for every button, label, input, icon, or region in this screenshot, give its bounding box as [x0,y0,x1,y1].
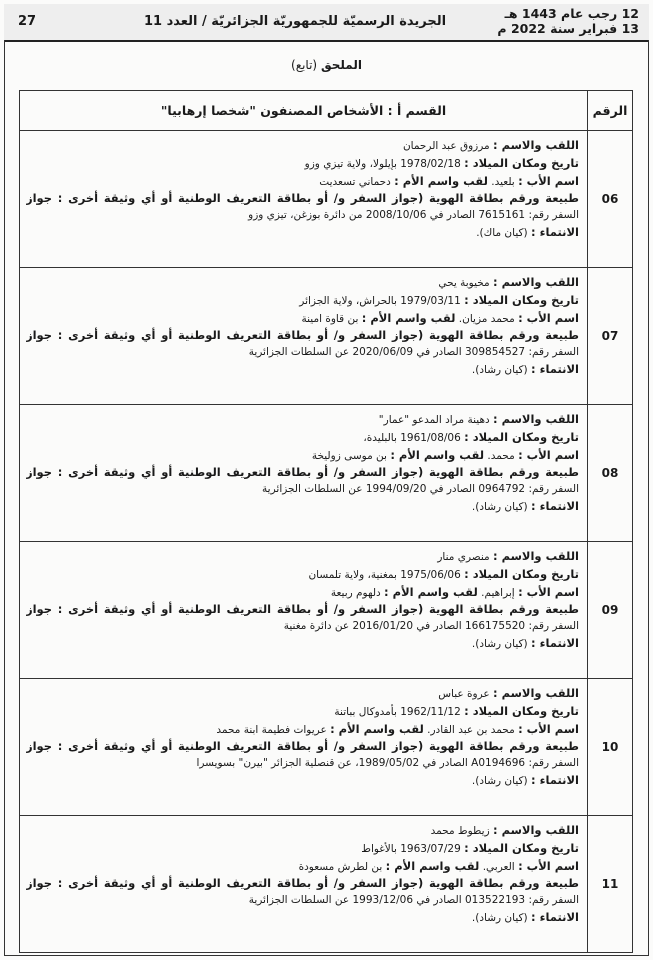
name-label: اللقب والاسم : [493,686,579,700]
entry-details [20,268,588,405]
parents-line [26,447,579,465]
father-label: اسم الأب : [518,584,579,599]
father-name: محمد. [487,449,515,462]
birth-label: تاريخ ومكان الميلاد : [464,566,579,581]
parents-line [26,173,579,191]
father-label: اسم الأب : [518,721,579,736]
birth-date-place: 1963/07/29 بالأغواط [361,842,461,855]
person-name: عروة عباس [438,688,490,700]
column-header-number: الرقم [588,91,633,131]
mother-label: لقب واسم الأم : [385,858,480,873]
affiliation-line [26,635,579,653]
parents-line [26,858,579,876]
name-label: اللقب والاسم : [493,823,579,837]
date-gregorian: 13 فبراير سنة 2022 م [497,21,639,36]
father-name: العربي. [482,860,515,873]
affiliation-value: (كيان رشاد). [471,774,528,787]
mother-name: دلهوم ربيعة [330,586,381,599]
mother-label: لقب واسم الأم : [394,173,488,188]
affiliation-line [26,361,579,379]
header-date [497,6,639,36]
person-name: دهينة مراد المدعو "عمار" [378,414,490,426]
entry-details [20,131,588,268]
entry-number: 11 [588,816,633,953]
table-row [20,131,633,268]
birth-line [26,840,579,858]
father-label: اسم الأب : [518,858,579,873]
father-name: إبراهيم. [481,586,515,599]
annex-continued: (تابع) [291,58,318,72]
passport-details: السفر رقم: 7615161 الصادر في 2008/10/06 من دائرة بوزغن، تيزي وزو [248,209,579,222]
table-row [20,405,633,542]
affiliation-line [26,909,579,927]
mother-label: لقب واسم الأم : [390,447,485,462]
passport-details: السفر رقم: 309854527 الصادر في 2020/06/09 عن السلطات الجزائرية [248,346,579,359]
entry-details [20,679,588,816]
name-label: اللقب والاسم : [493,138,579,152]
name-line [26,274,579,292]
affiliation-line [26,772,579,790]
entry-details [20,542,588,679]
entry-number: 10 [588,679,633,816]
birth-label: تاريخ ومكان الميلاد : [464,155,579,170]
mother-name: دحماني تسعديت [319,175,391,188]
content-frame [4,40,649,956]
affiliation-label: الانتماء : [530,635,579,650]
id-doc-label: طبيعة ورقم بطاقة الهوية (جواز السفر و/ أو بطاقة التعريف الوطنية أو أي وثيقة أخرى : جواز [26,739,579,754]
affiliation-label: الانتماء : [530,361,579,376]
affiliation-label: الانتماء : [530,909,579,924]
birth-date-place: 1962/11/12 بأمدوكال بباتنة [334,705,461,718]
passport-details: السفر رقم: 0964792 الصادر في 1994/09/20 عن السلطات الجزائرية [262,483,579,496]
birth-date-place: 1979/03/11 بالحراش، ولاية الجزائر [299,294,461,307]
passport-details: السفر رقم: 013522193 الصادر في 1993/12/06 عن السلطات الجزائرية [248,894,579,907]
father-name: بلعيد. [491,175,515,188]
father-name: محمد مزيان. [458,312,515,325]
affiliation-value: (كيان رشاد). [471,363,528,376]
affiliation-label: الانتماء : [530,772,579,787]
table-row [20,542,633,679]
annex-label: الملحق [320,58,362,72]
birth-label: تاريخ ومكان الميلاد : [464,840,579,855]
table-row [20,816,633,953]
parents-line [26,721,579,739]
name-line [26,822,579,840]
father-label: اسم الأب : [518,310,579,325]
name-line [26,548,579,566]
mother-name: بن موسى زوليخة [311,449,387,462]
date-hijri: 12 رجب عام 1443 هـ [504,6,639,21]
person-name: مخيوبة يحي [438,277,490,289]
affiliation-value: (كيان رشاد). [471,911,528,924]
parents-line [26,584,579,602]
id-doc-label: طبيعة ورقم بطاقة الهوية (جواز السفر و/ أو بطاقة التعريف الوطنية أو أي وثيقة أخرى : جواز [26,876,579,891]
page-number: 27 [18,14,37,29]
affiliation-line [26,224,579,242]
entry-details [20,405,588,542]
birth-line [26,703,579,721]
entry-number: 06 [588,131,633,268]
person-name: منصري منار [437,551,490,563]
birth-date-place: 1961/08/06 بالبليدة، [363,431,461,444]
page-header [4,4,649,42]
parents-line [26,310,579,328]
birth-label: تاريخ ومكان الميلاد : [464,429,579,444]
journal-title: الجريدة الرسميّة للجمهوريّة الجزائريّة / العدد 11 [144,14,447,29]
name-label: اللقب والاسم : [493,275,579,289]
entry-number: 07 [588,268,633,405]
table-row [20,679,633,816]
passport-details: السفر رقم: 166175520 الصادر في 2016/01/20 عن دائرة مغنية [283,620,579,633]
column-header-section: القسم أ : الأشخاص المصنفون "شخصا إرهابيا" [20,91,588,131]
affiliation-value: (كيان رشاد). [471,500,528,513]
name-label: اللقب والاسم : [493,549,579,563]
affiliation-label: الانتماء : [530,498,579,513]
entry-number: 08 [588,405,633,542]
father-name: محمد بن عبد القادر. [427,723,515,736]
entry-details [20,816,588,953]
mother-name: بن لطرش مسعودة [298,860,383,873]
birth-line [26,155,579,173]
mother-name: عريوات فطيمة ابنة محمد [216,723,327,736]
name-label: اللقب والاسم : [493,412,579,426]
name-line [26,411,579,429]
id-doc-label: طبيعة ورقم بطاقة الهوية (جواز السفر و/ أو بطاقة التعريف الوطنية أو أي وثيقة أخرى : جواز [26,191,579,206]
birth-date-place: 1978/02/18 بإيلولا، ولاية تيزي وزو [304,157,461,170]
id-doc-label: طبيعة ورقم بطاقة الهوية (جواز السفر و/ أو بطاقة التعريف الوطنية أو أي وثيقة أخرى : جواز [26,465,579,480]
entry-number: 09 [588,542,633,679]
birth-line [26,292,579,310]
mother-label: لقب واسم الأم : [384,584,478,599]
passport-details: السفر رقم: A0194696 الصادر في 1989/05/02، عن قنصلية الجزائر "بيرن" بسويسرا [196,757,579,770]
persons-table [19,90,633,953]
affiliation-value: (كيان ماك). [476,226,528,239]
mother-label: لقب واسم الأم : [361,310,456,325]
name-line [26,137,579,155]
id-doc-label: طبيعة ورقم بطاقة الهوية (جواز السفر و/ أو بطاقة التعريف الوطنية أو أي وثيقة أخرى : جواز [26,602,579,617]
table-row [20,268,633,405]
table-header-row [20,91,633,131]
person-name: زيطوط محمد [430,825,490,837]
affiliation-line [26,498,579,516]
birth-line [26,566,579,584]
mother-label: لقب واسم الأم : [330,721,424,736]
father-label: اسم الأب : [518,447,579,462]
affiliation-label: الانتماء : [530,224,579,239]
id-doc-label: طبيعة ورقم بطاقة الهوية (جواز السفر و/ أو بطاقة التعريف الوطنية أو أي وثيقة أخرى : جواز [26,328,579,343]
name-line [26,685,579,703]
annex-title [5,58,648,72]
birth-line [26,429,579,447]
birth-label: تاريخ ومكان الميلاد : [464,292,579,307]
person-name: مرزوق عبد الرحمان [402,140,490,152]
mother-name: بن قاوة امينة [301,312,359,325]
affiliation-value: (كيان رشاد). [471,637,528,650]
father-label: اسم الأب : [518,173,579,188]
birth-label: تاريخ ومكان الميلاد : [464,703,579,718]
birth-date-place: 1975/06/06 بمغنية، ولاية تلمسان [308,568,461,581]
